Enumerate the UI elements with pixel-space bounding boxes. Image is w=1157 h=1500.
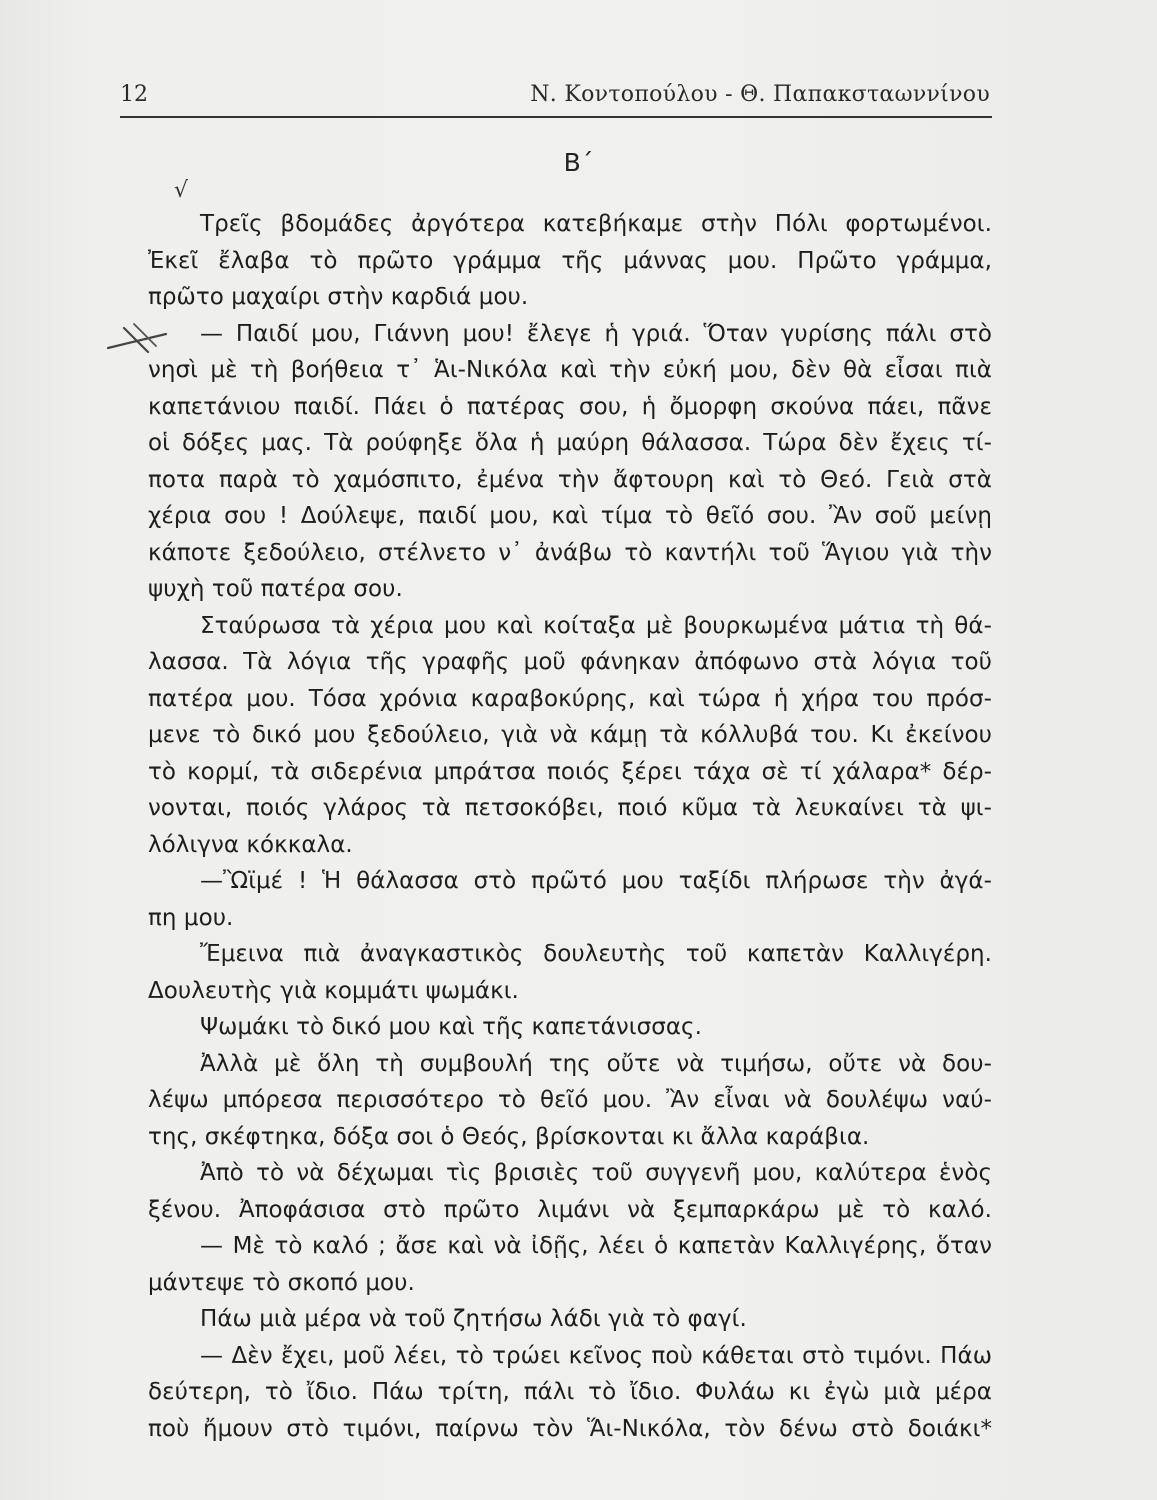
text-line: Ἀλλὰ μὲ ὅλη τὴ συμβουλή της οὔτε νὰ τιμήσω, οὔτε νὰ δου- (200, 1050, 992, 1077)
text-line: ξένου. Ἀποφάσισα στὸ πρῶτο λιμάνι νὰ ξεμπαρκάρω μὲ τὸ καλό. (148, 1196, 992, 1223)
text-line: Ψωμάκι τὸ δικό μου καὶ τῆς καπετάνισσας. (200, 1014, 702, 1040)
text-line: — Δὲν ἔχει, μοῦ λέει, τὸ τρώει κεῖνος ποὺ κάθεται στὸ τιμόνι. Πάω (200, 1342, 992, 1369)
text-line: χέρια σου ! Δούλεψε, παιδί μου, καὶ τίμα τὸ θεῖό σου. Ἂν σοῦ μείνῃ (148, 503, 992, 529)
text-line: λέψω μπόρεσα περισσότερο τὸ θεῖό μου. Ἂν εἶναι νὰ δουλέψω ναύ- (148, 1087, 992, 1113)
text-line: — Παιδί μου, Γιάννη μου! ἔλεγε ἡ γριά. Ὅταν γυρίσης πάλι στὸ (200, 320, 992, 347)
text-line: μενε τὸ δικό μου ξεδούλειο, γιὰ νὰ κάμῃ τὰ κόλλυβά του. Κι ἐκείνου (148, 722, 992, 748)
text-line: δεύτερη, τὸ ἴδιο. Πάω τρίτη, πάλι τὸ ἴδιο. Φυλάω κι ἐγὼ μιὰ μέρα (148, 1379, 992, 1405)
text-line: ποτα παρὰ τὸ χαμόσπιτο, ἐμένα τὴν ἄφτουρη καὶ τὸ Θεό. Γειὰ στὰ (148, 466, 992, 493)
text-line: λασσα. Τὰ λόγια τῆς γραφῆς μοῦ φάνηκαν ἀπόφωνο στὰ λόγια τοῦ (148, 649, 992, 675)
text-line: κάποτε ξεδούλειο, στέλνετο ν᾿ ἀνάβω τὸ καντήλι τοῦ Ἅγιου γιὰ τὴν (148, 539, 992, 566)
text-line: Δουλευτὴς γιὰ κομμάτι ψωμάκι. (148, 977, 519, 1004)
text-line: ποὺ ἤμουν στὸ τιμόνι, παίρνω τὸν Ἅι-Νικόλα, τὸν δένω στὸ δοιάκι* (148, 1415, 992, 1442)
text-line: — Μὲ τὸ καλό ; ἄσε καὶ νὰ ἰδῇς, λέει ὁ καπετὰν Καλλιγέρης, ὅταν (200, 1233, 992, 1259)
text-line: Πάω μιὰ μέρα νὰ τοῦ ζητήσω λάδι γιὰ τὸ φαγί. (200, 1306, 747, 1332)
header-rule (120, 116, 992, 118)
text-line: νησὶ μὲ τὴ βοήθεια τ᾿ Ἁι-Νικόλα καὶ τὴν εὐκή μου, δὲν θὰ εἶσαι πιὰ (148, 357, 992, 383)
body-text (148, 206, 992, 1447)
running-head: Ν. Κοντοπούλου - Θ. Παπακσταωννίνου (530, 82, 990, 107)
text-line: Ἐκεῖ ἔλαβα τὸ πρῶτο γράμμα τῆς μάννας μου. Πρῶτο γράμμα, (148, 247, 992, 274)
text-line: ψυχὴ τοῦ πατέρα σου. (148, 576, 403, 602)
text-line: μάντεψε τὸ σκοπό μου. (148, 1269, 415, 1296)
text-line: της, σκέφτηκα, δόξα σοι ὁ Θεός, βρίσκονται κι ἄλλα καράβια. (148, 1123, 870, 1150)
text-line: —Ὢϊμέ ! Ἡ θάλασσα στὸ πρῶτό μου ταξίδι πλήρωσε τὴν ἀγά- (200, 868, 992, 894)
text-line: Τρεῖς βδομάδες ἀργότερα κατεβήκαμε στὴν Πόλι φορτωμένοι. (200, 211, 992, 237)
text-line: πατέρα μου. Τόσα χρόνια καραβοκύρης, καὶ τώρα ἡ χήρα του πρόσ- (148, 685, 992, 712)
text-line: τὸ κορμί, τὰ σιδερένια μπράτσα ποιός ξέρει τάχα σὲ τί χάλαρα* δέρ- (148, 758, 992, 785)
text-line: Ἀπὸ τὸ νὰ δέχωμαι τὶς βρισιὲς τοῦ συγγενῆ μου, καλύτερα ἑνὸς (200, 1160, 992, 1186)
text-line: καπετάνιου παιδί. Πάει ὁ πατέρας σου, ἡ ὄμορφη σκούνα πάει, πᾶνε (148, 393, 992, 420)
text-line: λόλιγνα κόκκαλα. (148, 831, 353, 858)
handwritten-check-mark: √ (174, 178, 189, 203)
text-line: Σταύρωσα τὰ χέρια μου καὶ κοίταξα μὲ βουρκωμένα μάτια τὴ θά- (200, 612, 992, 639)
section-heading: Β΄ (563, 148, 594, 177)
text-line: νονται, ποιός γλάρος τὰ πετσοκόβει, ποιό κῦμα τὰ λευκαίνει τὰ ψι- (148, 795, 992, 821)
text-line: Ἔμεινα πιὰ ἀναγκαστικὸς δουλευτὴς τοῦ καπετὰν Καλλιγέρη. (200, 941, 992, 967)
text-line: πη μου. (148, 904, 234, 931)
text-line: οἱ δόξες μας. Τὰ ρούφηξε ὅλα ἡ μαύρη θάλασσα. Τώρα δὲν ἔχεις τί- (148, 430, 992, 456)
page-number: 12 (120, 82, 148, 107)
page-header (120, 78, 990, 114)
text-line: πρῶτο μαχαίρι στὴν καρδιά μου. (148, 284, 529, 310)
